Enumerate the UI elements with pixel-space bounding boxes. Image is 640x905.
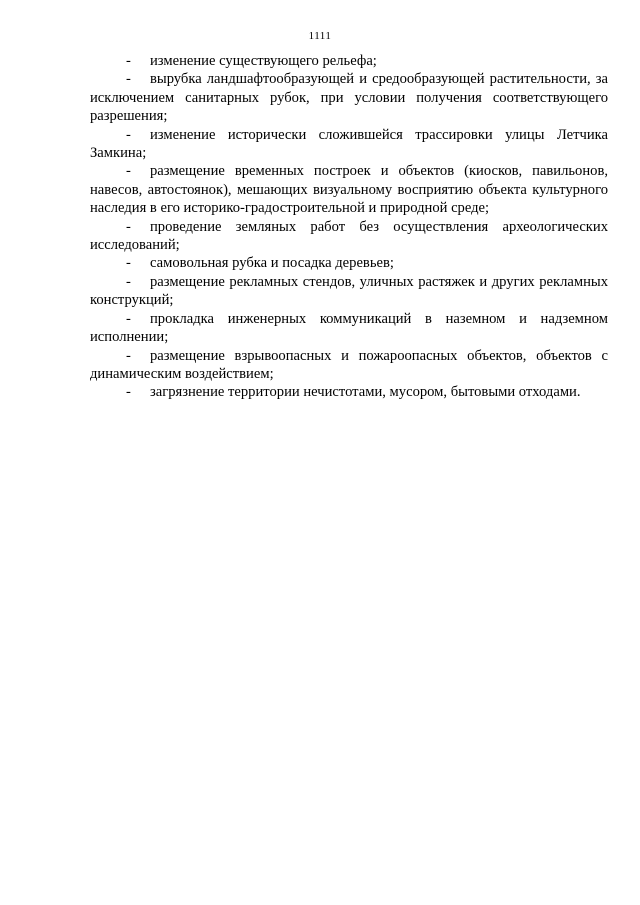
list-item <box>90 126 608 163</box>
list-dash: - <box>126 126 131 143</box>
list-item <box>90 162 608 217</box>
list-item <box>90 52 608 70</box>
list-item <box>90 273 608 310</box>
list-dash: - <box>126 71 131 88</box>
list-dash: - <box>126 53 131 69</box>
list-item <box>90 310 608 347</box>
list-item-text: проведение земляных работ без осуществления археологических исследований; <box>90 218 608 254</box>
list-item-text: изменение исторически сложившейся трассировки улицы Летчика Замкина; <box>90 126 608 162</box>
restrictions-list <box>90 52 608 402</box>
list-item <box>90 383 608 401</box>
list-dash: - <box>126 273 131 290</box>
list-item-text: размещение временных построек и объектов (киосков, павильонов, навесов, автостоянок), мешающих визуальному восприятию объекта культурного наследия в его историко-градостроительной и природной среде; <box>90 163 608 217</box>
list-dash: - <box>126 384 131 401</box>
list-dash: - <box>126 255 131 272</box>
list-item-text: прокладка инженерных коммуникаций в наземном и надземном исполнении; <box>90 310 608 346</box>
list-item <box>90 70 608 125</box>
list-item <box>90 254 608 272</box>
list-item-text: размещение рекламных стендов, уличных растяжек и других рекламных конструкций; <box>90 273 608 309</box>
list-item <box>90 218 608 255</box>
list-dash: - <box>126 347 131 364</box>
list-item-text: вырубка ландшафтообразующей и средообразующей растительности, за исключением санитарных рубок, при условии получения соответствующего разрешения; <box>90 71 608 125</box>
list-dash: - <box>126 310 131 327</box>
list-item-text: самовольная рубка и посадка деревьев; <box>150 255 394 272</box>
list-item-text: изменение существующего рельефа; <box>150 53 377 69</box>
list-item-text: размещение взрывоопасных и пожароопасных объектов, объектов с динамическим воздействием; <box>90 347 608 382</box>
list-dash: - <box>126 218 131 235</box>
list-item-text: загрязнение территории нечистотами, мусором, бытовыми отходами. <box>150 384 581 401</box>
page-number: 1111 <box>308 30 332 42</box>
list-dash: - <box>126 163 131 180</box>
list-item <box>90 347 608 384</box>
